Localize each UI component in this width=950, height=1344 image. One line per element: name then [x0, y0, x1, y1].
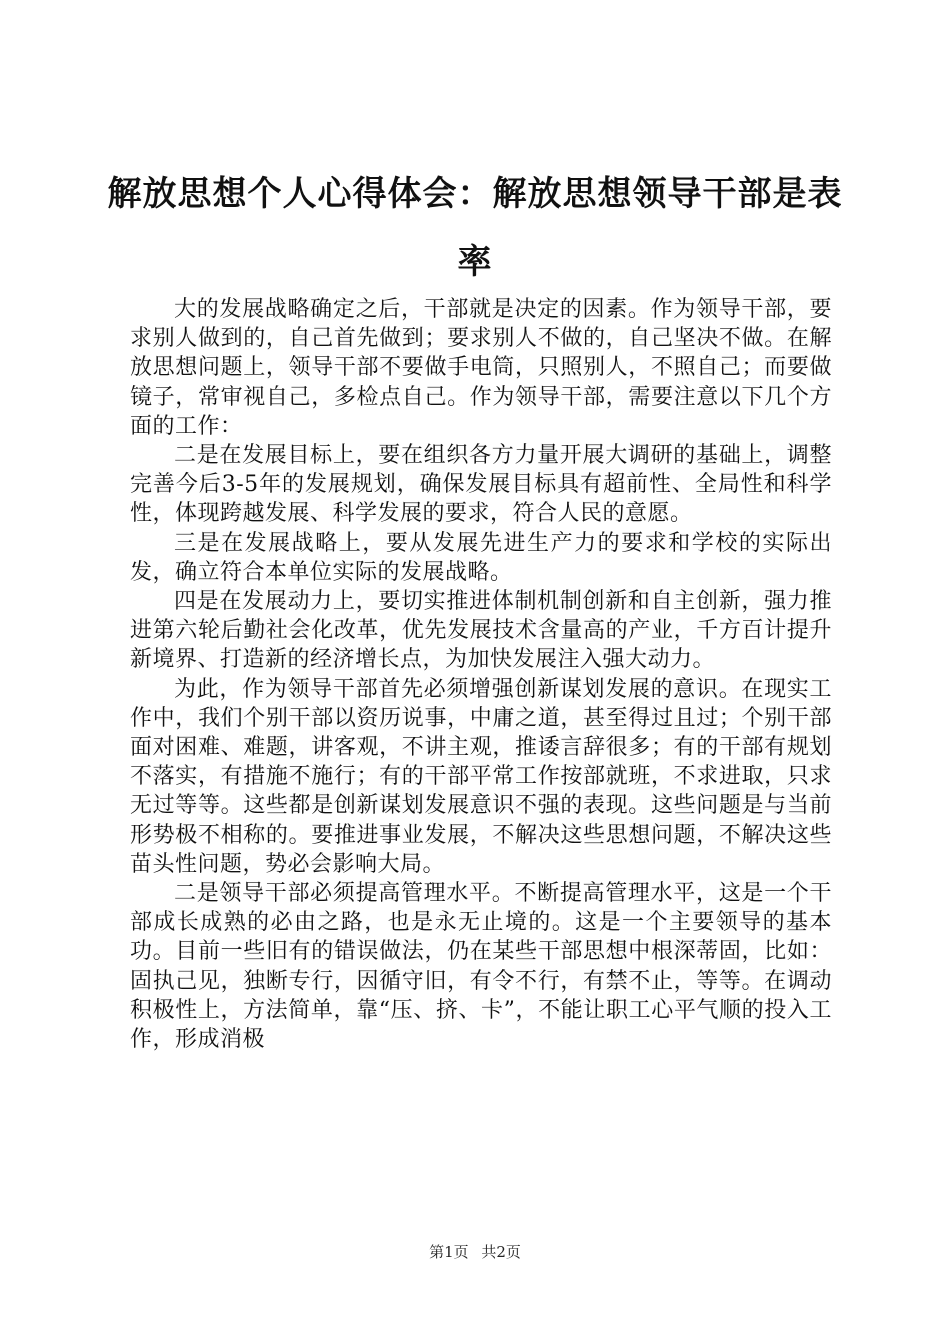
paragraph: 为此，作为领导干部首先必须增强创新谋划发展的意识。在现实工作中，我们个别干部以资历说事，中庸之道，甚至得过且过；个别干部面对困难、难题，讲客观，不讲主观，推诿言辞很多；有的干部有规划不落实，有措施不施行；有的干部平常工作按部就班，不求进取，只求无过等等。这些都是创新谋划发展意识不强的表现。这些问题是与当前形势极不相称的。要推进事业发展，不解决这些思想问题，不解决这些苗头性问题，势必会影响大局。: [130, 676, 832, 877]
paragraph: 大的发展战略确定之后，干部就是决定的因素。作为领导干部，要求别人做到的，自己首先做到；要求别人不做的，自己坚决不做。在解放思想问题上，领导干部不要做手电筒，只照别人，不照自己；而要做镜子，常审视自己，多检点自己。作为领导干部，需要注意以下几个方面的工作：: [130, 297, 832, 439]
page-total: 共2页: [481, 1243, 521, 1261]
paragraph: 四是在发展动力上，要切实推进体制机制创新和自主创新，强力推进第六轮后勤社会化改革，优先发展技术含量高的产业，千方百计提升新境界、打造新的经济增长点，为加快发展注入强大动力。: [130, 589, 832, 673]
page-number: 第1页: [429, 1243, 469, 1261]
paragraph: 三是在发展战略上，要从发展先进生产力的要求和学校的实际出发，确立符合本单位实际的发展战略。: [130, 530, 832, 585]
paragraph: 二是在发展目标上，要在组织各方力量开展大调研的基础上，调整完善今后3-5年的发展规划，确保发展目标具有超前性、全局性和科学性，体现跨越发展、科学发展的要求，符合人民的意愿。: [130, 443, 832, 527]
paragraph: 二是领导干部必须提高管理水平。不断提高管理水平，这是一个干部成长成熟的必由之路，也是永无止境的。这是一个主要领导的基本功。目前一些旧有的错误做法，仍在某些干部思想中根深蒂固，比如：固执己见，独断专行，因循守旧，有令不行，有禁不止，等等。在调动积极性上，方法简单，靠“压、挤、卡”，不能让职工心平气顺的投入工作，形成消极: [130, 881, 832, 1053]
page-footer: [0, 1242, 950, 1262]
document-body: [130, 295, 832, 1054]
document-title: 解放思想个人心得体会：解放思想领导干部是表率: [107, 174, 843, 282]
